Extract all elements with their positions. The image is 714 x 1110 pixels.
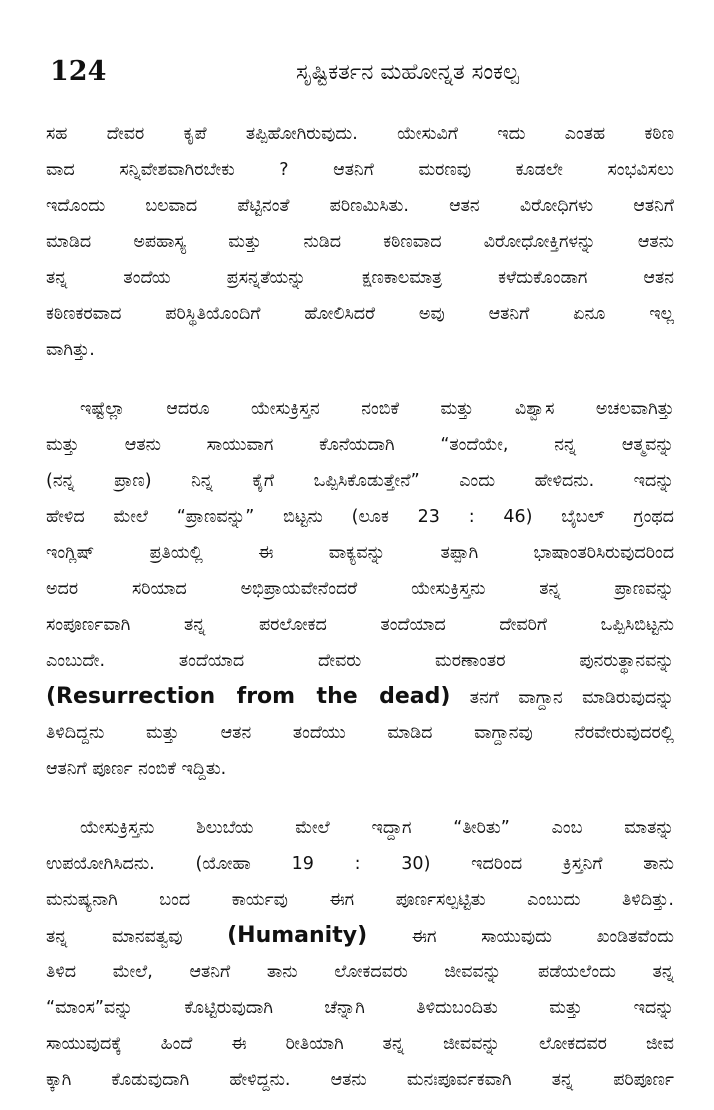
text-line: ಸಾಯುವುದಕ್ಕೆ ಹಿಂದೆ ಈ ರೀತಿಯಾಗಿ ತನ್ನ ಜೀವವನ್ನು ಲೋಕದವರ ಜೀವ	[46, 1034, 674, 1054]
text-line: ವಾಗಿತ್ತು.	[46, 340, 95, 360]
text-line: ಇಂಗ್ಲಿಷ್ ಪ್ರತಿಯಲ್ಲಿ ಈ ವಾಕ್ಯವನ್ನು ತಪ್ಪಾಗಿ ಭಾಷಾಂತರಿಸಿರುವುದರಿಂದ	[46, 543, 674, 563]
text-line: ತನ್ನ ತಂದೆಯ ಪ್ರಸನ್ನತೆಯನ್ನು ಕ್ಷಣಕಾಲಮಾತ್ರ ಕಳೆದುಕೊಂಡಾಗ ಆತನ	[46, 268, 674, 288]
text-line: ಅದರ ಸರಿಯಾದ ಅಭಿಪ್ರಾಯವೇನೆಂದರೆ ಯೇಸುಕ್ರಿಸ್ತನು ತನ್ನ ಪ್ರಾಣವನ್ನು	[46, 579, 674, 599]
running-title: ಸೃಷ್ಟಿಕರ್ತನ ಮಹೋನ್ನತ ಸಂಕಲ್ಪ	[296, 60, 519, 85]
text-line: ಆತನಿಗೆ ಪೂರ್ಣ ನಂಬಿಕೆ ಇದ್ದಿತು.	[46, 759, 227, 779]
text-line: ಹೇಳಿದ ಮೇಲೆ “ಪ್ರಾಣವನ್ನು” ಬಿಟ್ಟನು (ಲೂಕ 23 : 46) ಬೈಬಲ್ ಗ್ರಂಥದ	[46, 507, 674, 527]
text-line: ಸಹ ದೇವರ ಕೃಪೆ ತಪ್ಪಿಹೋಗಿರುವುದು. ಯೇಸುವಿಗೆ ಇದು ಎಂತಹ ಕಠಿಣ	[46, 124, 674, 144]
paragraph	[46, 391, 674, 787]
paragraph	[46, 810, 674, 1098]
text-line: ಮತ್ತು ಆತನು ಸಾಯುವಾಗ ಕೊನೆಯದಾಗಿ “ತಂದೆಯೇ, ನನ್ನ ಆತ್ಮವನ್ನು	[46, 435, 674, 455]
text-line: ಮಾಡಿದ ಅಪಹಾಸ್ಯ ಮತ್ತು ನುಡಿದ ಕಠಿಣವಾದ ವಿರೋಧೋಕ್ತಿಗಳನ್ನು ಆತನು	[46, 232, 674, 252]
text-line: ಮನುಷ್ಯನಾಗಿ ಬಂದ ಕಾರ್ಯವು ಈಗ ಪೂರ್ಣಸಲ್ಪಟ್ಟಿತು ಎಂಬುದು ತಿಳಿದಿತ್ತು.	[46, 890, 674, 910]
paragraph	[46, 116, 674, 368]
text-line: ಕಠಿಣಕರವಾದ ಪರಿಸ್ಥಿತಿಯೊಂದಿಗೆ ಹೋಲಿಸಿದರೆ ಅವು ಆತನಿಗೆ ಏನೂ ಇಲ್ಲ	[46, 304, 674, 324]
body-text	[46, 116, 674, 1098]
page-header	[46, 52, 674, 102]
text-line: ಸಂಪೂರ್ಣವಾಗಿ ತನ್ನ ಪರಲೋಕದ ತಂದೆಯಾದ ದೇವರಿಗೆ ಒಪ್ಪಿಸಿಬಿಟ್ಟನು	[46, 615, 674, 635]
text-line: ಕ್ಕಾಗಿ ಕೊಡುವುದಾಗಿ ಹೇಳಿದ್ದನು. ಆತನು ಮನಃಪೂರ್ವಕವಾಗಿ ತನ್ನ ಪರಿಪೂರ್ಣ	[46, 1070, 674, 1090]
text-line: ತಿಳಿದ ಮೇಲೆ, ಆತನಿಗೆ ತಾನು ಲೋಕದವರು ಜೀವವನ್ನು ಪಡೆಯಲೆಂದು ತನ್ನ	[46, 962, 674, 982]
text-line: ವಾದ ಸನ್ನಿವೇಶವಾಗಿರಬೇಕು ? ಆತನಿಗೆ ಮರಣವು ಕೂಡಲೇ ಸಂಭವಿಸಲು	[46, 160, 674, 180]
text-line: ತನ್ನ ಮಾನವತ್ವವು (Humanity) ಈಗ ಸಾಯುವುದು ಖಂಡಿತವೆಂದು	[46, 923, 674, 948]
text-line: ಇದೊಂದು ಬಲವಾದ ಪೆಟ್ಟಿನಂತೆ ಪರಿಣಮಿಸಿತು. ಆತನ ವಿರೋಧಿಗಳು ಆತನಿಗೆ	[46, 196, 674, 216]
text-line: ತಿಳಿದಿದ್ದನು ಮತ್ತು ಆತನ ತಂದೆಯು ಮಾಡಿದ ವಾಗ್ದಾನವು ನೆರವೇರುವುದರಲ್ಲಿ	[46, 723, 674, 743]
text-line: ಉಪಯೋಗಿಸಿದನು. (ಯೋಹಾ 19 : 30) ಇದರಿಂದ ಕ್ರಿಸ್ತನಿಗೆ ತಾನು	[46, 854, 674, 874]
text-line: “ಮಾಂಸ”ವನ್ನು ಕೊಟ್ಟಿರುವುದಾಗಿ ಚೆನ್ನಾಗಿ ತಿಳಿದುಬಂದಿತು ಮತ್ತು ಇದನ್ನು	[46, 998, 674, 1018]
text-line: ಇಷ್ಟೆಲ್ಲಾ ಆದರೂ ಯೇಸುಕ್ರಿಸ್ತನ ನಂಬಿಕೆ ಮತ್ತು ವಿಶ್ವಾಸ ಅಚಲವಾಗಿತ್ತು	[80, 399, 674, 419]
text-line: (ನನ್ನ ಪ್ರಾಣ) ನಿನ್ನ ಕೈಗೆ ಒಪ್ಪಿಸಿಕೊಡುತ್ತೇನೆ” ಎಂದು ಹೇಳಿದನು. ಇದನ್ನು	[46, 471, 674, 491]
page-number: 124	[50, 56, 107, 87]
text-line: ಯೇಸುಕ್ರಿಸ್ತನು ಶಿಲುಬೆಯ ಮೇಲೆ ಇದ್ದಾಗ “ತೀರಿತು” ಎಂಬ ಮಾತನ್ನು	[80, 818, 674, 838]
text-line-english-phrase: (Resurrection from the dead) ತನಗೆ ವಾಗ್ದಾನ ಮಾಡಿರುವುದನ್ನು	[46, 684, 674, 709]
text-line: ಎಂಬುದೇ. ತಂದೆಯಾದ ದೇವರು ಮರಣಾಂತರ ಪುನರುತ್ಥಾನವನ್ನು	[46, 651, 674, 671]
